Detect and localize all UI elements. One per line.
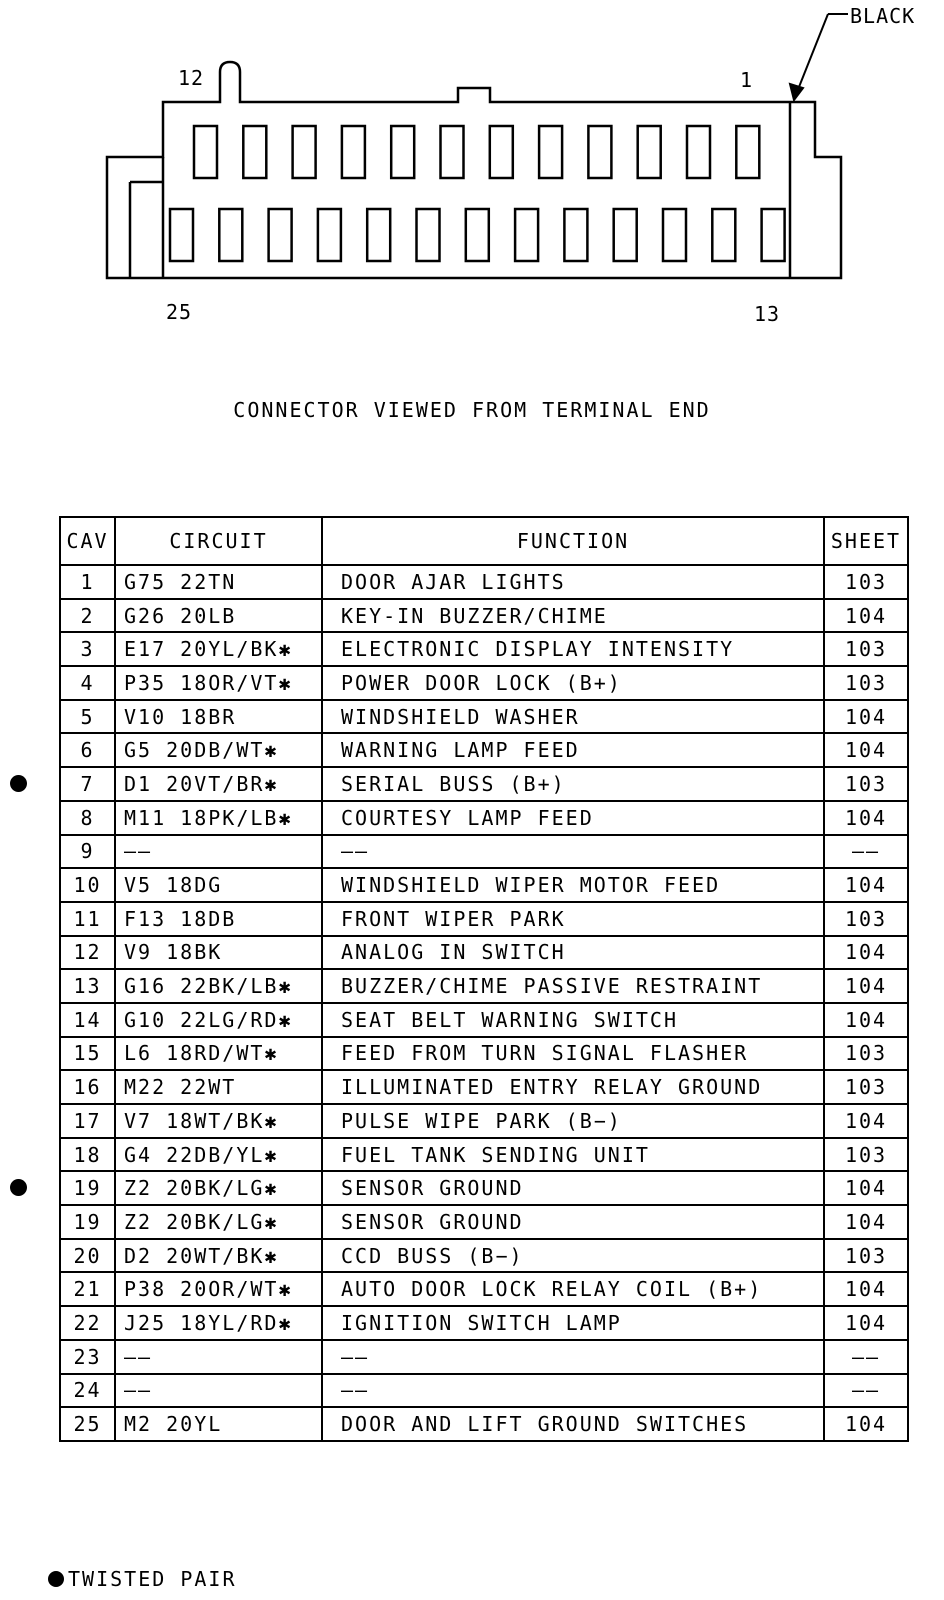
table-row bbox=[60, 1407, 908, 1441]
table-row bbox=[60, 733, 908, 767]
header-function: FUNCTION bbox=[322, 517, 824, 565]
cav-cell: 7 bbox=[60, 767, 115, 801]
function-cell: —— bbox=[322, 835, 824, 869]
table-row bbox=[60, 1374, 908, 1408]
cav-cell: 4 bbox=[60, 666, 115, 700]
function-cell: —— bbox=[322, 1374, 824, 1408]
circuit-cell: Z2 20BK/LG✱ bbox=[115, 1171, 322, 1205]
circuit-cell: E17 20YL/BK✱ bbox=[115, 632, 322, 666]
table-row bbox=[60, 565, 908, 599]
circuit-cell: D1 20VT/BR✱ bbox=[115, 767, 322, 801]
cavity-top bbox=[539, 126, 562, 178]
cavity-bottom bbox=[466, 209, 489, 261]
function-cell: AUTO DOOR LOCK RELAY COIL (B+) bbox=[322, 1272, 824, 1306]
sheet-cell: 103 bbox=[824, 767, 908, 801]
circuit-cell: M2 20YL bbox=[115, 1407, 322, 1441]
sheet-cell: 104 bbox=[824, 1003, 908, 1037]
table-row bbox=[60, 599, 908, 633]
sheet-cell: —— bbox=[824, 1374, 908, 1408]
sheet-cell: 104 bbox=[824, 1205, 908, 1239]
twisted-pair-marker-icon bbox=[10, 775, 27, 792]
sheet-cell: 103 bbox=[824, 1037, 908, 1071]
function-cell: SEAT BELT WARNING SWITCH bbox=[322, 1003, 824, 1037]
cavity-bottom bbox=[367, 209, 390, 261]
sheet-cell: 103 bbox=[824, 666, 908, 700]
sheet-cell: —— bbox=[824, 1340, 908, 1374]
header-cav: CAV bbox=[60, 517, 115, 565]
function-cell: KEY-IN BUZZER/CHIME bbox=[322, 599, 824, 633]
sheet-cell: 104 bbox=[824, 801, 908, 835]
function-cell: ELECTRONIC DISPLAY INTENSITY bbox=[322, 632, 824, 666]
cavity-top bbox=[194, 126, 217, 178]
circuit-cell: V5 18DG bbox=[115, 868, 322, 902]
sheet-cell: 104 bbox=[824, 700, 908, 734]
legend-label: TWISTED PAIR bbox=[68, 1567, 237, 1591]
cavity-bottom bbox=[219, 209, 242, 261]
table-row bbox=[60, 969, 908, 1003]
function-cell: BUZZER/CHIME PASSIVE RESTRAINT bbox=[322, 969, 824, 1003]
twisted-pair-dot-icon bbox=[48, 1571, 64, 1587]
cavity-bottom bbox=[269, 209, 292, 261]
sheet-cell: 104 bbox=[824, 733, 908, 767]
cav-cell: 19 bbox=[60, 1205, 115, 1239]
cav-cell: 1 bbox=[60, 565, 115, 599]
cavity-bottom bbox=[515, 209, 538, 261]
cav-cell: 8 bbox=[60, 801, 115, 835]
cavity-bottom bbox=[712, 209, 735, 261]
circuit-cell: G26 20LB bbox=[115, 599, 322, 633]
sheet-cell: 104 bbox=[824, 1272, 908, 1306]
circuit-cell: V10 18BR bbox=[115, 700, 322, 734]
function-cell: ILLUMINATED ENTRY RELAY GROUND bbox=[322, 1070, 824, 1104]
cav-cell: 6 bbox=[60, 733, 115, 767]
sheet-cell: 103 bbox=[824, 565, 908, 599]
cavity-top bbox=[588, 126, 611, 178]
cav-cell: 12 bbox=[60, 936, 115, 970]
circuit-cell: Z2 20BK/LG✱ bbox=[115, 1205, 322, 1239]
function-cell: FUEL TANK SENDING UNIT bbox=[322, 1138, 824, 1172]
sheet-cell: 103 bbox=[824, 632, 908, 666]
sheet-cell: 103 bbox=[824, 1239, 908, 1273]
cav-cell: 18 bbox=[60, 1138, 115, 1172]
cav-cell: 17 bbox=[60, 1104, 115, 1138]
cavity-top bbox=[490, 126, 513, 178]
table-row bbox=[60, 700, 908, 734]
sheet-cell: 104 bbox=[824, 599, 908, 633]
color-leader-arrow-line bbox=[797, 14, 828, 92]
function-cell: DOOR AND LIFT GROUND SWITCHES bbox=[322, 1407, 824, 1441]
table-row bbox=[60, 868, 908, 902]
cav-cell: 22 bbox=[60, 1306, 115, 1340]
connector-diagram bbox=[0, 0, 944, 380]
cavity-top bbox=[293, 126, 316, 178]
table-row bbox=[60, 1272, 908, 1306]
circuit-cell: —— bbox=[115, 835, 322, 869]
cav-cell: 2 bbox=[60, 599, 115, 633]
cavity-top bbox=[736, 126, 759, 178]
sheet-cell: 103 bbox=[824, 1138, 908, 1172]
table-row bbox=[60, 632, 908, 666]
cav-cell: 9 bbox=[60, 835, 115, 869]
cavity-bottom bbox=[663, 209, 686, 261]
table-row bbox=[60, 1171, 908, 1205]
cav-cell: 11 bbox=[60, 902, 115, 936]
circuit-cell: P38 20OR/WT✱ bbox=[115, 1272, 322, 1306]
circuit-cell: —— bbox=[115, 1340, 322, 1374]
table-row bbox=[60, 767, 908, 801]
pin-number-12: 12 bbox=[178, 66, 205, 90]
sheet-cell: 104 bbox=[824, 1306, 908, 1340]
function-cell: COURTESY LAMP FEED bbox=[322, 801, 824, 835]
table-row bbox=[60, 1104, 908, 1138]
function-cell: SENSOR GROUND bbox=[322, 1171, 824, 1205]
circuit-cell: G10 22LG/RD✱ bbox=[115, 1003, 322, 1037]
cav-cell: 13 bbox=[60, 969, 115, 1003]
table-row bbox=[60, 1239, 908, 1273]
cav-cell: 20 bbox=[60, 1239, 115, 1273]
sheet-cell: 104 bbox=[824, 1104, 908, 1138]
connector-caption: CONNECTOR VIEWED FROM TERMINAL END bbox=[233, 398, 711, 422]
sheet-cell: 104 bbox=[824, 936, 908, 970]
pin-assignment-table bbox=[59, 516, 909, 1442]
function-cell: WINDSHIELD WIPER MOTOR FEED bbox=[322, 868, 824, 902]
cavity-top bbox=[243, 126, 266, 178]
cavity-group bbox=[170, 126, 785, 261]
function-cell: DOOR AJAR LIGHTS bbox=[322, 565, 824, 599]
function-cell: SENSOR GROUND bbox=[322, 1205, 824, 1239]
header-circuit: CIRCUIT bbox=[115, 517, 322, 565]
cavity-bottom bbox=[417, 209, 440, 261]
sheet-cell: 103 bbox=[824, 902, 908, 936]
table-row bbox=[60, 1070, 908, 1104]
cavity-bottom bbox=[564, 209, 587, 261]
header-sheet: SHEET bbox=[824, 517, 908, 565]
circuit-cell: M11 18PK/LB✱ bbox=[115, 801, 322, 835]
sheet-cell: 104 bbox=[824, 1407, 908, 1441]
sheet-cell: —— bbox=[824, 835, 908, 869]
cavity-bottom bbox=[614, 209, 637, 261]
table-row bbox=[60, 1306, 908, 1340]
circuit-cell: P35 18OR/VT✱ bbox=[115, 666, 322, 700]
cav-cell: 21 bbox=[60, 1272, 115, 1306]
circuit-cell: G16 22BK/LB✱ bbox=[115, 969, 322, 1003]
cav-cell: 23 bbox=[60, 1340, 115, 1374]
pin-number-13: 13 bbox=[754, 302, 781, 326]
cav-cell: 15 bbox=[60, 1037, 115, 1071]
function-cell: —— bbox=[322, 1340, 824, 1374]
function-cell: PULSE WIPE PARK (B−) bbox=[322, 1104, 824, 1138]
twisted-pair-marker-icon bbox=[10, 1179, 27, 1196]
table-row bbox=[60, 1138, 908, 1172]
table-row bbox=[60, 666, 908, 700]
circuit-cell: J25 18YL/RD✱ bbox=[115, 1306, 322, 1340]
function-cell: WINDSHIELD WASHER bbox=[322, 700, 824, 734]
circuit-cell: G5 20DB/WT✱ bbox=[115, 733, 322, 767]
cav-cell: 24 bbox=[60, 1374, 115, 1408]
table-row bbox=[60, 1003, 908, 1037]
sheet-cell: 104 bbox=[824, 1171, 908, 1205]
cav-cell: 10 bbox=[60, 868, 115, 902]
cavity-bottom bbox=[170, 209, 193, 261]
circuit-cell: M22 22WT bbox=[115, 1070, 322, 1104]
circuit-cell: —— bbox=[115, 1374, 322, 1408]
legend bbox=[48, 1567, 237, 1591]
cavity-top bbox=[342, 126, 365, 178]
circuit-cell: F13 18DB bbox=[115, 902, 322, 936]
function-cell: SERIAL BUSS (B+) bbox=[322, 767, 824, 801]
pin-number-1: 1 bbox=[740, 68, 754, 92]
connector-color-label: BLACK bbox=[850, 4, 916, 28]
cavity-top bbox=[441, 126, 464, 178]
cav-cell: 3 bbox=[60, 632, 115, 666]
cav-cell: 16 bbox=[60, 1070, 115, 1104]
table-row bbox=[60, 835, 908, 869]
function-cell: ANALOG IN SWITCH bbox=[322, 936, 824, 970]
cavity-bottom bbox=[762, 209, 785, 261]
table-row bbox=[60, 1037, 908, 1071]
function-cell: FRONT WIPER PARK bbox=[322, 902, 824, 936]
cavity-top bbox=[638, 126, 661, 178]
circuit-cell: V7 18WT/BK✱ bbox=[115, 1104, 322, 1138]
circuit-cell: G4 22DB/YL✱ bbox=[115, 1138, 322, 1172]
circuit-cell: L6 18RD/WT✱ bbox=[115, 1037, 322, 1071]
circuit-cell: D2 20WT/BK✱ bbox=[115, 1239, 322, 1273]
sheet-cell: 103 bbox=[824, 1070, 908, 1104]
cavity-bottom bbox=[318, 209, 341, 261]
function-cell: WARNING LAMP FEED bbox=[322, 733, 824, 767]
sheet-cell: 104 bbox=[824, 969, 908, 1003]
function-cell: POWER DOOR LOCK (B+) bbox=[322, 666, 824, 700]
sheet-cell: 104 bbox=[824, 868, 908, 902]
function-cell: CCD BUSS (B−) bbox=[322, 1239, 824, 1273]
table-row bbox=[60, 1340, 908, 1374]
table-row bbox=[60, 1205, 908, 1239]
table-row bbox=[60, 902, 908, 936]
circuit-cell: G75 22TN bbox=[115, 565, 322, 599]
table-header-row bbox=[60, 517, 908, 565]
cavity-top bbox=[391, 126, 414, 178]
color-leader-arrowhead bbox=[790, 84, 803, 100]
table-row bbox=[60, 936, 908, 970]
function-cell: FEED FROM TURN SIGNAL FLASHER bbox=[322, 1037, 824, 1071]
cavity-top bbox=[687, 126, 710, 178]
cav-cell: 25 bbox=[60, 1407, 115, 1441]
table-row bbox=[60, 801, 908, 835]
cav-cell: 5 bbox=[60, 700, 115, 734]
cav-cell: 19 bbox=[60, 1171, 115, 1205]
function-cell: IGNITION SWITCH LAMP bbox=[322, 1306, 824, 1340]
cav-cell: 14 bbox=[60, 1003, 115, 1037]
circuit-cell: V9 18BK bbox=[115, 936, 322, 970]
pin-number-25: 25 bbox=[166, 300, 193, 324]
